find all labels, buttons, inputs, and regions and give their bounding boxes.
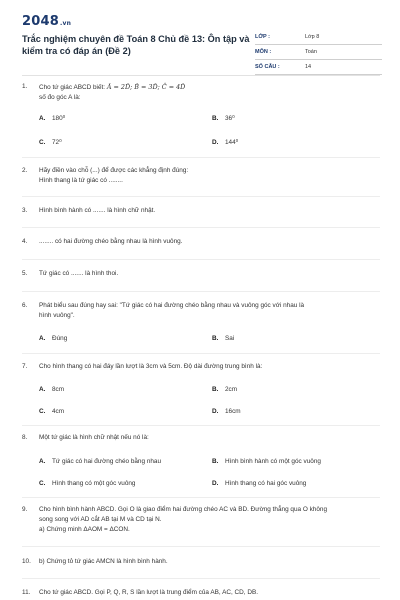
option-text: Hình thang có hai góc vuông — [225, 480, 307, 487]
question-text — [39, 301, 379, 321]
question-number: 11. — [22, 589, 31, 596]
angle-formula: Â = 2D̂; B̂ = 3D̂; Ĉ = 4D̂ — [106, 83, 186, 91]
option-text: 4cm — [52, 408, 65, 415]
option-letter: C. — [39, 139, 46, 146]
option-7a[interactable] — [39, 385, 64, 395]
option-text: Hình thang có một góc vuông — [52, 480, 136, 487]
option-text: Sai — [225, 335, 235, 342]
option-text: Hình bình hành có một góc vuông — [225, 458, 321, 465]
option-7d[interactable] — [212, 407, 241, 417]
question-number: 10. — [22, 558, 31, 565]
option-1d[interactable] — [212, 138, 238, 148]
meta-subject-row — [255, 45, 382, 60]
option-1b[interactable] — [212, 114, 235, 124]
option-1c[interactable] — [39, 138, 62, 148]
question-divider — [22, 425, 380, 426]
question-number: 4. — [22, 238, 28, 245]
option-letter: D. — [212, 480, 219, 487]
meta-class-label: LỚP : — [255, 34, 270, 40]
question-number: 8. — [22, 434, 28, 441]
site-logo[interactable] — [22, 14, 71, 29]
question-number: 2. — [22, 167, 28, 174]
option-7b[interactable] — [212, 385, 237, 395]
meta-count-value: 14 — [305, 64, 312, 70]
option-letter: D. — [212, 139, 219, 146]
question-divider — [22, 157, 380, 158]
option-letter: B. — [212, 115, 219, 122]
option-text: 144⁰ — [225, 139, 239, 146]
logo-text: 2048 — [22, 14, 59, 29]
option-letter: B. — [212, 335, 219, 342]
option-8c[interactable] — [39, 479, 136, 489]
header-divider — [22, 75, 380, 76]
option-8a[interactable] — [39, 457, 161, 467]
question-divider — [22, 196, 380, 197]
question-text: Cho tứ giác ABCD. Gọi P, Q, R, S lần lượt là trung điểm của AB, AC, CD, DB. — [39, 589, 258, 596]
option-text: 8cm — [52, 386, 65, 393]
option-letter: A. — [39, 335, 46, 342]
option-letter: D. — [212, 408, 219, 415]
meta-count-label: SỐ CÂU : — [255, 64, 280, 70]
meta-class-value: Lớp 8 — [305, 34, 320, 40]
option-text: 180⁰ — [52, 115, 66, 122]
document-header — [22, 14, 382, 74]
option-text: Đúng — [52, 335, 68, 342]
option-letter: C. — [39, 480, 46, 487]
option-letter: C. — [39, 408, 46, 415]
question-text: ........ có hai đường chéo bằng nhau là hình vuông. — [39, 238, 183, 245]
option-letter: B. — [212, 386, 219, 393]
question-line: Phát biểu sau đúng hay sai: "Tứ giác có hai đường chéo bằng nhau và vuông góc với nhau là — [39, 302, 305, 309]
option-text: Tứ giác có hai đường chéo bằng nhau — [52, 458, 162, 465]
option-text: 16cm — [225, 408, 241, 415]
question-number: 1. — [22, 83, 28, 90]
question-line: Hình thang là tứ giác có ........ — [39, 177, 123, 184]
question-divider — [22, 578, 380, 579]
option-8d[interactable] — [212, 479, 306, 489]
question-text: b) Chứng tỏ tứ giác AMCN là hình bình hành. — [39, 558, 168, 565]
question-number: 7. — [22, 363, 28, 370]
option-text: 36⁰ — [225, 115, 235, 122]
question-text: Hình bình hành có ....... là hình chữ nhật. — [39, 207, 156, 214]
question-text: Một tứ giác là hình chữ nhật nếu nó là: — [39, 434, 149, 441]
question-divider — [22, 227, 380, 228]
question-line: số đo góc A là: — [39, 94, 81, 101]
option-letter: A. — [39, 458, 46, 465]
question-line: a) Chứng minh ΔAOM = ΔCON. — [39, 526, 130, 533]
question-number: 6. — [22, 302, 28, 309]
logo-tld: .vn — [59, 20, 72, 27]
option-text: 2cm — [225, 386, 238, 393]
question-divider — [22, 546, 380, 547]
question-number: 9. — [22, 506, 28, 513]
question-text — [39, 82, 379, 103]
meta-count-row — [255, 60, 382, 75]
meta-subject-label: MÔN : — [255, 49, 272, 55]
question-divider — [22, 259, 380, 260]
option-7c[interactable] — [39, 407, 64, 417]
meta-info — [255, 30, 382, 75]
option-1a[interactable] — [39, 114, 65, 124]
question-line: Hãy điền vào chỗ (...) để được các khẳng định đúng: — [39, 167, 189, 174]
question-text — [39, 166, 379, 186]
question-number: 3. — [22, 207, 28, 214]
question-divider — [22, 497, 380, 498]
question-line: Cho hình bình hành ABCD. Gọi O là giao điểm hai đường chéo AC và BD. Đường thẳng qua O không — [39, 506, 328, 513]
question-number: 5. — [22, 270, 28, 277]
question-text: Tứ giác có ....... là hình thoi. — [39, 270, 119, 277]
option-8b[interactable] — [212, 457, 321, 467]
question-text: Cho hình thang có hai đáy lần lượt là 3cm và 5cm. Độ dài đường trung bình là: — [39, 363, 263, 370]
question-line: Cho tứ giác ABCD biết: — [39, 84, 106, 91]
meta-subject-value: Toán — [305, 49, 317, 55]
meta-class-row — [255, 30, 382, 45]
option-letter: A. — [39, 115, 46, 122]
question-divider — [22, 353, 380, 354]
document-title: Trắc nghiệm chuyên đề Toán 8 Chủ đề 13: Ôn tập và kiểm tra có đáp án (Đề 2) — [22, 34, 250, 56]
option-6a[interactable] — [39, 334, 67, 344]
question-divider — [22, 291, 380, 292]
question-line: song song với AD cắt AB tại M và CD tại N. — [39, 516, 162, 523]
question-text — [39, 505, 379, 535]
question-line: hình vuông". — [39, 312, 75, 319]
option-text: 72⁰ — [52, 139, 62, 146]
option-letter: A. — [39, 386, 46, 393]
option-letter: B. — [212, 458, 219, 465]
option-6b[interactable] — [212, 334, 234, 344]
